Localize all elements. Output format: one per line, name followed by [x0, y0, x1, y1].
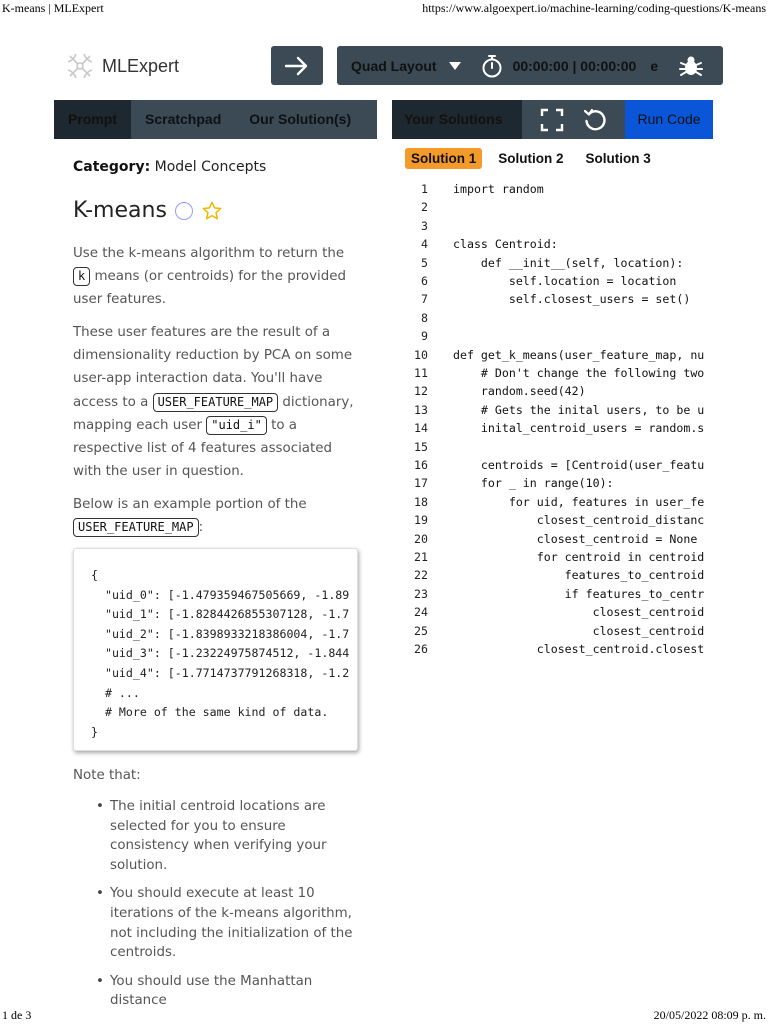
line-number: 7 — [421, 292, 428, 307]
tab-solution-3[interactable]: Solution 3 — [585, 151, 651, 166]
code-line — [392, 530, 697, 548]
p1-text-b: means (or centroids) for the provided user features. — [73, 269, 346, 308]
tab-solution-2[interactable]: Solution 2 — [498, 151, 564, 166]
question-title: K-means — [73, 198, 167, 223]
code-text: def get_k_means(user_feature_map, nu — [453, 347, 705, 362]
line-number: 22 — [414, 568, 428, 583]
category-label: Category: — [73, 159, 151, 175]
workspace-toolbar — [337, 46, 723, 85]
code-line — [392, 474, 614, 492]
print-footer — [0, 1008, 768, 1024]
code-line — [392, 401, 704, 419]
code-line — [392, 548, 704, 566]
code-line — [392, 290, 690, 308]
code-line — [392, 622, 704, 640]
code-text: closest_centroid — [453, 623, 705, 638]
bug-report-icon[interactable] — [678, 53, 704, 79]
question-category — [73, 159, 266, 175]
code-line — [392, 254, 683, 272]
code-text: class Centroid: — [453, 237, 558, 252]
editor-actions — [522, 100, 625, 139]
line-number: 23 — [414, 586, 428, 601]
solution-tabs — [405, 148, 667, 169]
code-line — [392, 456, 704, 474]
tab-solution-1[interactable]: Solution 1 — [405, 148, 482, 169]
note-item: • The initial centroid locations are selected for you to ensure consistency when verifying your solution. — [96, 797, 361, 875]
code-line — [392, 364, 704, 382]
code-line — [392, 603, 704, 621]
layout-select-label: Quad Layout — [351, 57, 437, 74]
code-text: random.seed(42) — [453, 384, 586, 399]
completion-status-icon[interactable] — [175, 202, 193, 220]
layout-select[interactable] — [351, 58, 461, 74]
code-text: for centroid in centroid — [453, 550, 705, 564]
code-text: # Don't change the following two — [453, 366, 705, 380]
caret-down-icon — [449, 62, 461, 70]
code-text: centroids = [Centroid(user_featu — [453, 458, 705, 472]
tab-scratchpad[interactable]: Scratchpad — [145, 111, 222, 127]
star-icon[interactable] — [201, 200, 223, 222]
line-number: 17 — [414, 476, 428, 491]
line-number: 12 — [414, 384, 428, 399]
code-line — [392, 511, 704, 529]
note-item: • You should use the Manhattan distance — [96, 972, 361, 1011]
code-line — [392, 566, 704, 584]
line-number: 1 — [421, 182, 428, 196]
brand-logo[interactable] — [66, 50, 179, 82]
line-number: 19 — [414, 513, 428, 528]
tab-our-solutions[interactable]: Our Solution(s) — [249, 111, 352, 127]
line-number: 21 — [414, 550, 428, 564]
code-line — [392, 346, 704, 364]
line-number: 16 — [414, 458, 428, 472]
print-header — [0, 0, 768, 16]
code-text: import random — [453, 182, 544, 196]
line-number: 14 — [414, 421, 428, 436]
timer-readout: 00:00:00 | 00:00:00 — [512, 57, 637, 74]
code-text: inital_centroid_users = random.s — [453, 421, 705, 436]
code-editor[interactable] — [392, 180, 713, 656]
code-line — [392, 198, 453, 216]
p3-text-b: : — [198, 520, 204, 536]
code-text: def __init__(self, location): — [453, 255, 684, 270]
fullscreen-icon[interactable] — [539, 107, 565, 133]
code-text: closest_centroid — [453, 605, 705, 620]
mlexpert-logo-icon — [66, 52, 94, 80]
brand-name: MLExpert — [102, 55, 180, 76]
tab-your-solutions[interactable]: Your Solutions — [392, 100, 522, 139]
code-line — [392, 327, 453, 345]
line-number: 18 — [414, 494, 428, 509]
run-code-button[interactable]: Run Code — [625, 100, 713, 139]
line-number: 20 — [414, 531, 428, 546]
code-line — [392, 419, 704, 437]
code-text: features_to_centroid — [453, 568, 705, 583]
left-panel-tabs — [54, 100, 377, 139]
line-number: 15 — [414, 439, 428, 454]
line-number: 26 — [414, 642, 428, 656]
p1-code-k: k — [73, 267, 90, 286]
print-page-title: K-means | MLExpert — [2, 1, 104, 15]
line-number: 8 — [421, 310, 428, 325]
reset-icon[interactable] — [582, 107, 608, 133]
code-line — [392, 438, 453, 456]
code-line — [392, 235, 558, 253]
code-line — [392, 493, 704, 511]
code-text: closest_centroid.closest — [453, 642, 705, 656]
code-text: self.closest_users = set() — [453, 292, 691, 307]
p2-text-a: These user features are the result of a dimensionality reduction by PCA on some user-app interaction data. You'll have access to a — [73, 325, 353, 410]
arrow-right-icon — [284, 55, 310, 77]
p2-text-c: to a respective list of 4 features associated with the user in question. — [73, 417, 332, 480]
p3-text-a: Below is an example portion of the — [73, 497, 307, 512]
category-value: Model Concepts — [154, 159, 267, 175]
prompt-paragraph-3 — [73, 493, 363, 539]
code-text: if features_to_centr — [453, 586, 705, 601]
code-text: closest_centroid_distanc — [453, 513, 705, 528]
code-text: closest_centroid = None — [453, 531, 698, 546]
line-number: 10 — [414, 347, 428, 362]
example-code: { "uid_0": [-1.479359467505669, -1.89 "uid_1": [-1.8284426855307128, -1.7 "uid_2": [-1.8398933218386004, -1.7 "uid_3": [-1.23224975874512, -1.844 "uid_4": [-1.7714737791268318, -1.2 # ... # More of the same kind of data. } — [91, 568, 350, 739]
print-page-url: https://www.algoexpert.io/machine-learning/coding-questions/K-means — [422, 1, 766, 15]
line-number: 2 — [421, 200, 428, 215]
line-number: 11 — [414, 366, 428, 380]
code-text: for _ in range(10): — [453, 476, 614, 491]
note-list — [96, 797, 361, 1020]
print-page-number: 1 de 3 — [2, 1008, 32, 1022]
print-date: 20/05/2022 08:09 p. m. — [653, 1008, 766, 1022]
code-line — [392, 640, 704, 658]
line-number: 24 — [414, 605, 428, 620]
code-text: for uid, features in user_fe — [453, 494, 705, 509]
note-item: • You should execute at least 10 iterations of the k-means algorithm, not including the initialization of the centroids. — [96, 884, 361, 962]
example-code-block — [73, 548, 358, 751]
p2-code-uid: "uid_i" — [206, 416, 267, 435]
stopwatch-icon[interactable] — [481, 54, 503, 78]
timer-suffix: e — [650, 57, 659, 74]
line-number: 4 — [421, 237, 428, 252]
right-panel-tabs — [392, 100, 713, 139]
prompt-paragraph-1 — [73, 242, 363, 312]
code-line — [392, 382, 586, 400]
line-number: 3 — [421, 218, 428, 233]
p2-text-b: dictionary, mapping each user — [73, 394, 354, 433]
line-number: 13 — [414, 402, 428, 417]
line-number: 6 — [421, 274, 428, 288]
question-title-row — [73, 198, 223, 223]
code-line — [392, 217, 453, 235]
code-line — [392, 309, 453, 327]
code-text: # Gets the inital users, to be u — [453, 402, 705, 417]
line-number: 9 — [421, 329, 428, 344]
line-number: 5 — [421, 255, 428, 270]
code-line — [392, 180, 544, 198]
line-number: 25 — [414, 623, 428, 638]
p3-code-user-feature-map: USER_FEATURE_MAP — [73, 518, 199, 537]
note-heading: Note that: — [73, 768, 141, 783]
tab-prompt[interactable]: Prompt — [54, 100, 131, 139]
p2-code-user-feature-map: USER_FEATURE_MAP — [153, 393, 279, 412]
p1-text-a: Use the k-means algorithm to return the — [73, 246, 345, 261]
code-line — [392, 585, 704, 603]
prompt-paragraph-2 — [73, 321, 363, 483]
code-line — [392, 272, 676, 290]
next-question-button[interactable] — [271, 46, 323, 85]
code-text: self.location = location — [453, 274, 677, 288]
